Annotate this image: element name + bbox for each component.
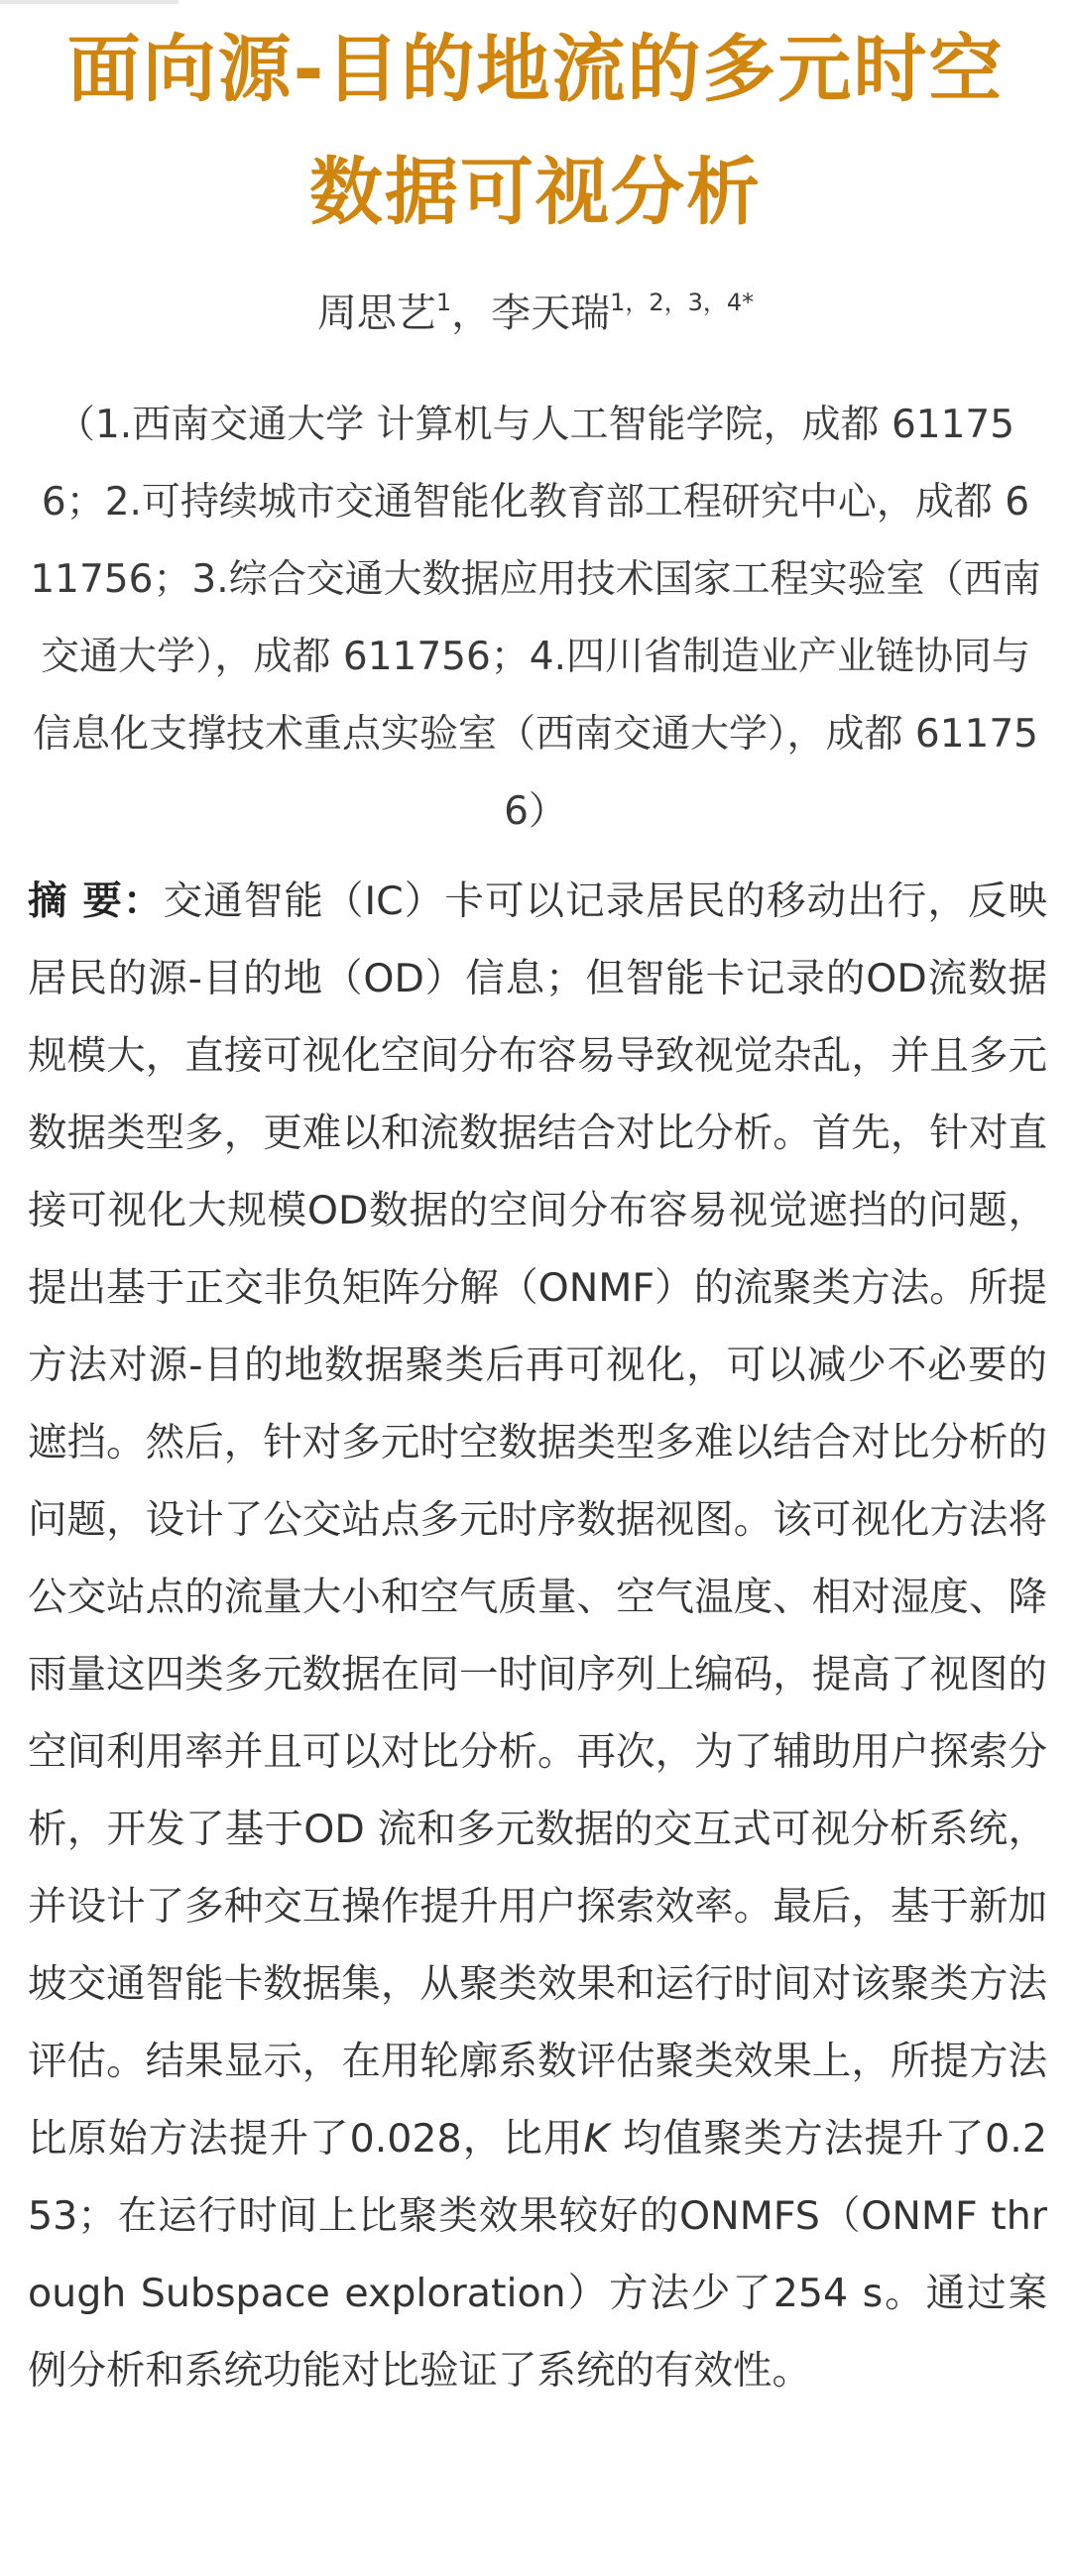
abstract-text-part-1: 交通智能（IC）卡可以记录居民的移动出行，反映居民的源-目的地（OD）信息；但智能卡记录的OD流数据规模大，直接可视化空间分布容易导致视觉杂乱，并且多元数据类型多，更难以和流数据结合对比分析。首先，针对直接可视化大规模OD数据的空间分布容易视觉遮挡的问题，提出基于正交非负矩阵分解（ONMF）的流聚类方法。所提方法对源-目的地数据聚类后再可视化，可以减少不必要的遮挡。然后，针对多元时空数据类型多难以结合对比分析的问题，设计了公交站点多元时序数据视图。该可视化方法将公交站点的流量大小和空气质量、空气温度、相对湿度、降雨量这四类多元数据在同一时间序列上编码，提高了视图的空间利用率并且可以对比分析。再次，为了辅助用户探索分析，开发了基于OD 流和多元数据的交互式可视分析系统，并设计了多种交互操作提升用户探索效率。最后，基于新加坡交通智能卡数据集，从聚类效果和运行时间对该聚类方法评估。结果显示，在用轮廓系数评估聚类效果上，所提方法比原始方法提升了0.028，比用 [28,878,1047,2162]
top-divider [0,0,178,4]
author-line [30,284,1041,343]
affiliation-text: （1.西南交通大学 计算机与人工智能学院，成都 611756；2.可持续城市交通智能化教育部工程研究中心，成都 611756；3.综合交通大数据应用技术国家工程实验室（西南交通大学），成都 611756；4.四川省制造业产业链协同与信息化支撑技术重点实验室（西南交通大学），成都 611756） [30,403,1041,834]
article-title [40,8,1031,254]
author-2-affiliation-mark: 1，2，3，4* [610,289,755,316]
author-1-affiliation-mark: 1 [435,289,452,316]
author-name-2: 李天瑞 [491,291,611,336]
title-line-1: 面向源-目的地流的多元时空 [66,27,1005,112]
author-separator: ， [451,291,492,336]
title-line-2: 数据可视分析 [309,150,762,235]
abstract-label: 摘 要： [28,878,164,924]
abstract-paragraph [28,863,1047,2409]
abstract-text-part-2: 均值聚类方法提升了0.253；在运行时间上比聚类效果较好的ONMFS（ONMF through Subspace exploration）方法少了254 s。通过案例分析和系统功能对比验证了系统的有效性。 [28,2116,1047,2394]
abstract-italic-k: K [583,2116,610,2162]
author-name-1: 周思艺 [316,291,436,336]
